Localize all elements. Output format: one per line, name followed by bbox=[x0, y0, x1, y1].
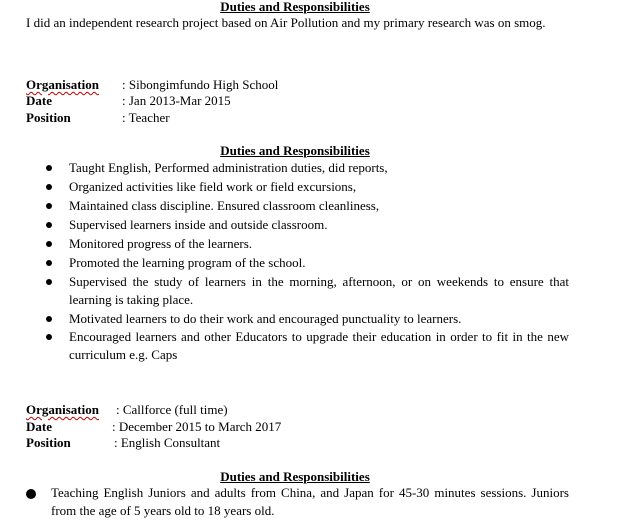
list-item: Teaching English Juniors and adults from China, and Japan for 45-30 minutes sessions. Juniors from the age of 5 years old to 18 years old. bbox=[51, 485, 569, 518]
list-item: Encouraged learners and other Educators to upgrade their education in order to fit in the new curriculum e.g. Caps bbox=[69, 328, 569, 364]
position-label: Position bbox=[26, 110, 71, 125]
research-paragraph: I did an independent research project based on Air Pollution and my primary research was on smog. bbox=[26, 15, 546, 30]
position-value: : English Consultant bbox=[114, 435, 221, 450]
bullet-icon bbox=[46, 203, 52, 209]
bullet-icon bbox=[46, 260, 52, 266]
bullet-icon bbox=[46, 316, 52, 322]
list-item: Promoted the learning program of the school. bbox=[69, 254, 569, 272]
bullet-icon bbox=[46, 279, 52, 285]
org-label: Organisation bbox=[26, 77, 99, 92]
org-value: : Sibongimfundo High School bbox=[122, 77, 279, 92]
date-value: : Jan 2013-Mar 2015 bbox=[122, 93, 231, 108]
date-label: Date bbox=[26, 93, 52, 108]
position-value: : Teacher bbox=[122, 110, 170, 125]
bullet-icon bbox=[46, 222, 52, 228]
position-label: Position bbox=[26, 435, 71, 450]
org-value: : Callforce (full time) bbox=[116, 402, 228, 417]
duties-heading: Duties and Responsibilities bbox=[220, 469, 370, 484]
list-item: Organized activities like field work or field excursions, bbox=[69, 178, 569, 196]
list-item: Maintained class discipline. Ensured classroom cleanliness, bbox=[69, 197, 569, 215]
date-value: : December 2015 to March 2017 bbox=[112, 419, 282, 434]
list-item: Monitored progress of the learners. bbox=[69, 235, 569, 253]
bullet-icon bbox=[46, 241, 52, 247]
date-label: Date bbox=[26, 419, 52, 434]
bullet-icon bbox=[46, 184, 52, 190]
list-item: Supervised learners inside and outside classroom. bbox=[69, 216, 569, 234]
list-item: Supervised the study of learners in the morning, afternoon, or on weekends to ensure that learning is taking place. bbox=[69, 273, 569, 309]
list-item: Taught English, Performed administration duties, did reports, bbox=[69, 159, 569, 177]
bullet-icon bbox=[46, 334, 52, 340]
bullet-icon bbox=[26, 489, 36, 499]
duties-heading: Duties and Responsibilities bbox=[220, 143, 370, 158]
org-label: Organisation bbox=[26, 402, 99, 417]
section-heading: Duties and Responsibilities bbox=[220, 0, 370, 14]
bullet-icon bbox=[46, 165, 52, 171]
list-item: Motivated learners to do their work and encouraged punctuality to learners. bbox=[69, 310, 569, 328]
